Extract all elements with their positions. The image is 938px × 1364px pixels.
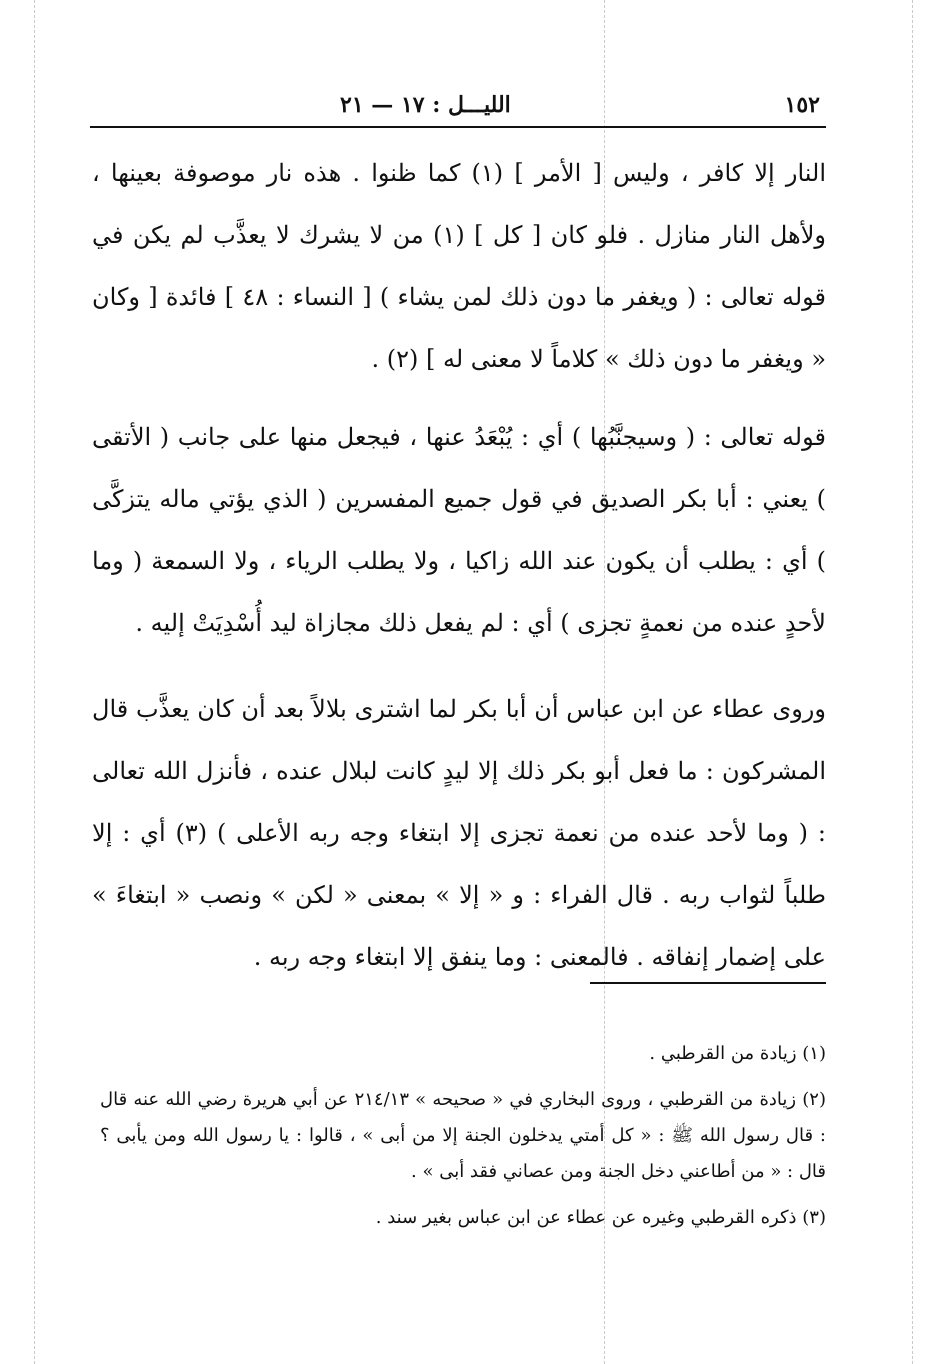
page-number: ١٥٢ [784, 92, 820, 118]
paragraph-text: النار إلا كافر ، وليس [ الأمر ] (١) كما ظنوا . هذه نار موصوفة بعينها ، ولأهل النار منازل . فلو كان [ كل ] (١) من لا يشرك لا يعذَّب لم يكن في قوله تعالى : ( ويغفر ما دون ذلك لمن يشاء ) [ النساء : ٤٨ ] فائدة [ وكان « ويغفر ما دون ذلك » كلاماً لا معنى له ] (٢) . [92, 159, 826, 373]
scan-guide-line-left [34, 0, 35, 1364]
scan-guide-line-right [912, 0, 913, 1364]
paragraph-text: وروى عطاء عن ابن عباس أن أبا بكر لما اشترى بلالاً بعد أن كان يعذَّب قال المشركون : ما فعل أبو بكر ذلك إلا ليدٍ كانت لبلال عنده ، فأنزل الله تعالى : ( وما لأحد عنده من نعمة تجزى إلا ابتغاء وجه ربه الأعلى ) (٣) أي : إلا طلباً لثواب ربه . قال الفراء : و « إلا » بمعنى « لكن » ونصب « ابتغاءَ » على إضمار إنفاقه . فالمعنى : وما ينفق إلا ابتغاء وجه ربه . [92, 695, 826, 971]
paragraph-text: قوله تعالى : ( وسيجنَّبُها ) أي : يُبْعَدُ عنها ، فيجعل منها على جانب ( الأتقى ) يعني : أبا بكر الصديق في قول جميع المفسرين ( الذي يؤتي ماله يتزكَّى ) أي : يطلب أن يكون عند الله زاكيا ، ولا يطلب الرياء ، ولا السمعة ( وما لأحدٍ عنده من نعمةٍ تجزى ) أي : لم يفعل ذلك مجازاة ليد أُسْدِيَتْ إليه . [92, 423, 826, 637]
paragraph-2 [92, 406, 826, 654]
paragraph-1 [92, 142, 826, 390]
footnote-2: (٢) زيادة من القرطبي ، وروى البخاري في « صحيحه » ٢١٤/١٣ عن أبي هريرة رضي الله عنه قال : قال رسول الله ﷺ : « كل أمتي يدخلون الجنة إلا من أبى » ، قالوا : يا رسول الله ومن يأبى ؟ قال : « من أطاعني دخل الجنة ومن عصاني فقد أبى » . [100, 1089, 826, 1182]
paragraph-3 [92, 678, 826, 988]
footnote-1: (١) زيادة من القرطبي . [649, 1043, 826, 1064]
running-head: الليـــل : ١٧ — ٢١ [340, 92, 511, 118]
footnote-3: (٣) ذكره القرطبي وغيره عن عطاء عن ابن عباس بغير سند . [375, 1207, 826, 1228]
header-rule [90, 126, 826, 128]
footnotes [100, 1036, 826, 1246]
footnote-rule [590, 982, 826, 984]
